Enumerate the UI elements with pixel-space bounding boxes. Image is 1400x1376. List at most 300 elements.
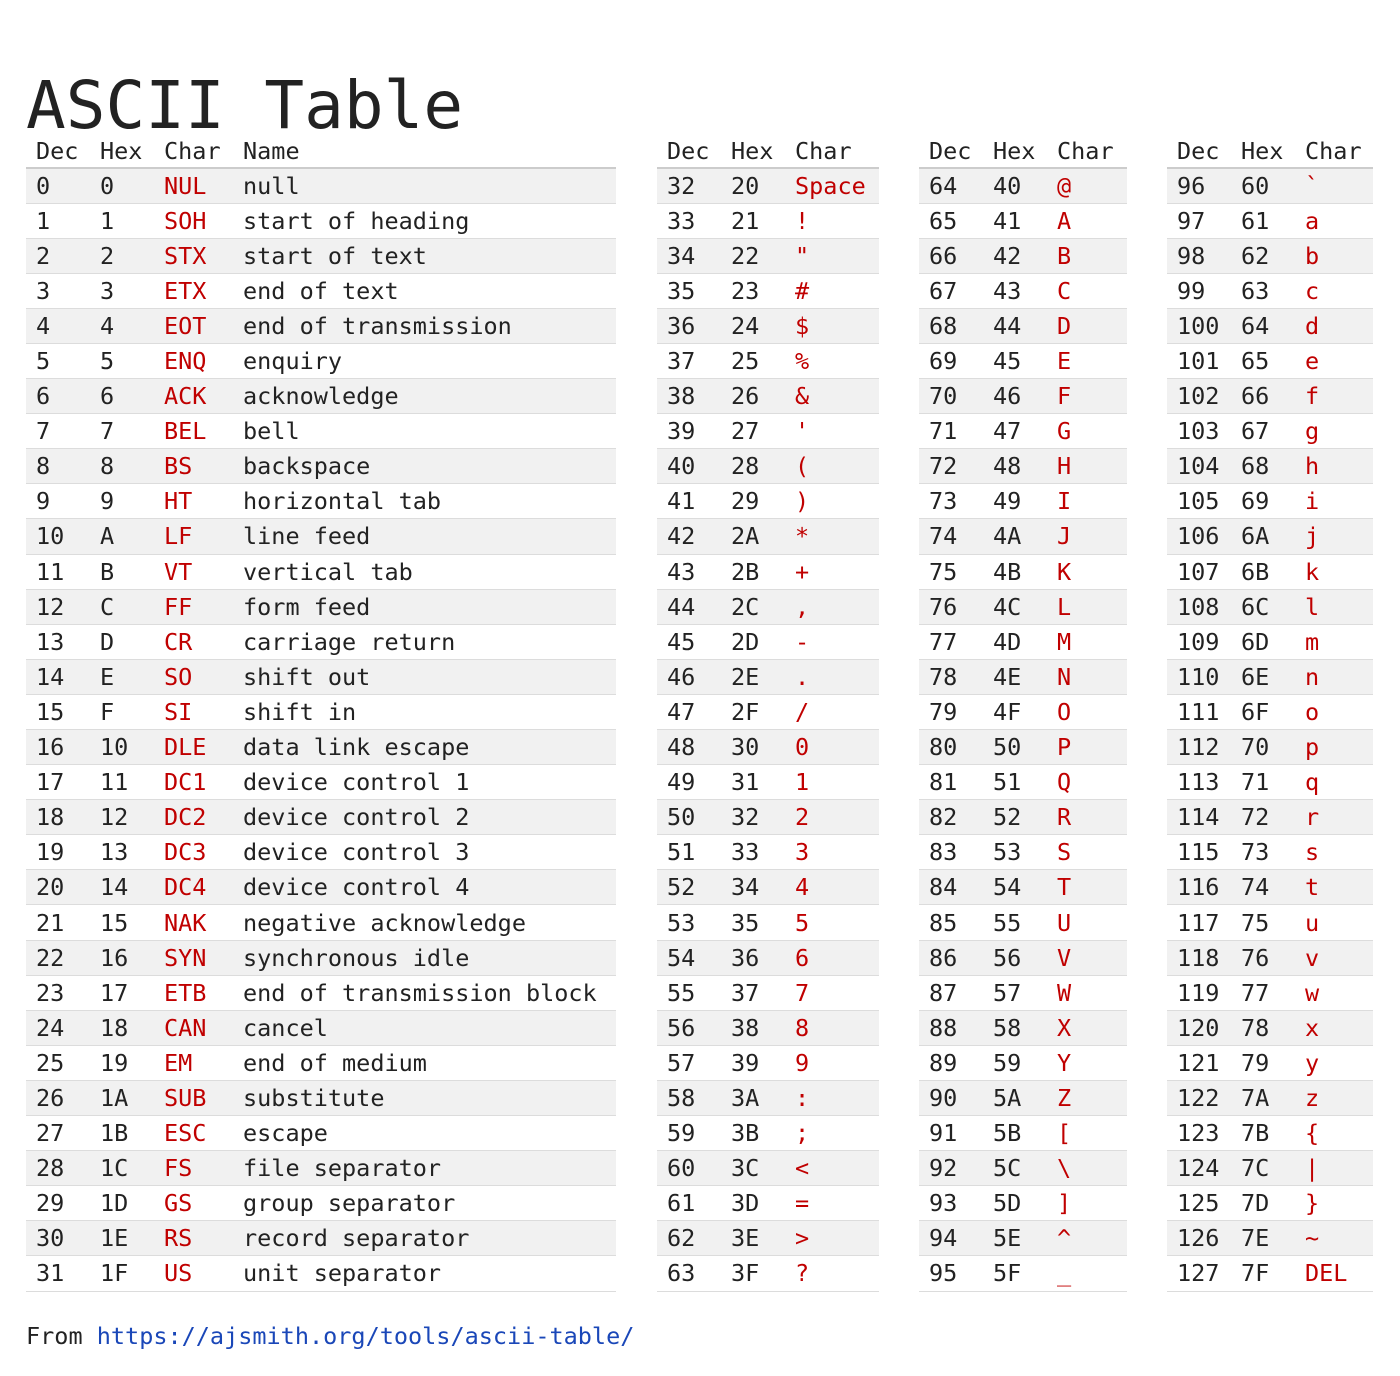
cell-dec: 5 [26, 343, 90, 378]
cell-hex: 1D [90, 1186, 154, 1221]
cell-char: c [1295, 273, 1373, 308]
table-row [919, 905, 1127, 940]
cell-char: T [1047, 870, 1127, 905]
cell-char: 5 [785, 905, 879, 940]
cell-char: ! [785, 203, 879, 238]
cell-char: A [1047, 203, 1127, 238]
cell-char: BS [154, 449, 233, 484]
cell-dec: 20 [26, 870, 90, 905]
cell-hex: 17 [90, 975, 154, 1010]
cell-dec: 125 [1167, 1186, 1231, 1221]
cell-dec: 83 [919, 835, 983, 870]
cell-hex: 7A [1231, 1080, 1295, 1115]
table-row [26, 519, 616, 554]
cell-dec: 84 [919, 870, 983, 905]
cell-name: enquiry [233, 343, 616, 378]
cell-char: H [1047, 449, 1127, 484]
cell-dec: 19 [26, 835, 90, 870]
cell-hex: 4C [983, 589, 1047, 624]
cell-char: n [1295, 659, 1373, 694]
table-row [657, 1186, 879, 1221]
cell-dec: 120 [1167, 1010, 1231, 1045]
cell-char: x [1295, 1010, 1373, 1045]
table-row [26, 168, 616, 203]
cell-dec: 72 [919, 449, 983, 484]
table-row [919, 624, 1127, 659]
cell-hex: 37 [721, 975, 785, 1010]
cell-dec: 16 [26, 730, 90, 765]
cell-hex: 75 [1231, 905, 1295, 940]
cell-dec: 127 [1167, 1256, 1231, 1291]
cell-char: L [1047, 589, 1127, 624]
cell-hex: 22 [721, 238, 785, 273]
table-row [657, 343, 879, 378]
table-row [657, 238, 879, 273]
table-row [1167, 975, 1373, 1010]
cell-char: DC1 [154, 765, 233, 800]
table-row [657, 1221, 879, 1256]
cell-hex: 4D [983, 624, 1047, 659]
cell-char: @ [1047, 168, 1127, 203]
cell-hex: 2F [721, 694, 785, 729]
cell-hex: 26 [721, 379, 785, 414]
cell-dec: 50 [657, 800, 721, 835]
table-row [657, 800, 879, 835]
cell-char: ) [785, 484, 879, 519]
table-row [919, 870, 1127, 905]
cell-hex: 2E [721, 659, 785, 694]
table-row [919, 379, 1127, 414]
cell-char: l [1295, 589, 1373, 624]
cell-char: & [785, 379, 879, 414]
cell-name: device control 2 [233, 800, 616, 835]
cell-hex: 70 [1231, 730, 1295, 765]
cell-name: shift in [233, 694, 616, 729]
table-row [26, 554, 616, 589]
cell-char: FF [154, 589, 233, 624]
cell-char: ETB [154, 975, 233, 1010]
cell-char: q [1295, 765, 1373, 800]
cell-char: 3 [785, 835, 879, 870]
cell-char: : [785, 1080, 879, 1115]
source-link[interactable]: https://ajsmith.org/tools/ascii-table/ [96, 1322, 635, 1350]
table-header-row [26, 135, 616, 168]
cell-hex: 67 [1231, 414, 1295, 449]
cell-dec: 103 [1167, 414, 1231, 449]
cell-hex: 5D [983, 1186, 1047, 1221]
cell-name: end of transmission block [233, 975, 616, 1010]
cell-dec: 12 [26, 589, 90, 624]
table-row [919, 589, 1127, 624]
cell-char: , [785, 589, 879, 624]
cell-char: 2 [785, 800, 879, 835]
cell-hex: 60 [1231, 168, 1295, 203]
table-row [657, 624, 879, 659]
cell-char: GS [154, 1186, 233, 1221]
cell-char: ESC [154, 1116, 233, 1151]
cell-char: 9 [785, 1045, 879, 1080]
table-row [919, 659, 1127, 694]
table-row [1167, 203, 1373, 238]
cell-char: C [1047, 273, 1127, 308]
cell-dec: 68 [919, 308, 983, 343]
cell-char: # [785, 273, 879, 308]
table-row [1167, 1045, 1373, 1080]
cell-char: CR [154, 624, 233, 659]
table-row [26, 1116, 616, 1151]
table-row [657, 308, 879, 343]
table-row [919, 1151, 1127, 1186]
header-dec: Dec [657, 135, 721, 168]
cell-dec: 78 [919, 659, 983, 694]
cell-hex: 1E [90, 1221, 154, 1256]
cell-char: m [1295, 624, 1373, 659]
cell-name: acknowledge [233, 379, 616, 414]
table-row [26, 238, 616, 273]
table-row [26, 870, 616, 905]
cell-dec: 126 [1167, 1221, 1231, 1256]
table-row [1167, 519, 1373, 554]
cell-hex: 1F [90, 1256, 154, 1291]
cell-char: N [1047, 659, 1127, 694]
cell-char: j [1295, 519, 1373, 554]
cell-hex: 28 [721, 449, 785, 484]
cell-hex: 27 [721, 414, 785, 449]
cell-dec: 42 [657, 519, 721, 554]
cell-dec: 109 [1167, 624, 1231, 659]
cell-name: data link escape [233, 730, 616, 765]
cell-char: 7 [785, 975, 879, 1010]
cell-hex: 57 [983, 975, 1047, 1010]
cell-char: Z [1047, 1080, 1127, 1115]
header-char: Char [154, 135, 233, 168]
cell-dec: 119 [1167, 975, 1231, 1010]
cell-dec: 112 [1167, 730, 1231, 765]
cell-char: EOT [154, 308, 233, 343]
header-char: Char [785, 135, 879, 168]
cell-char: U [1047, 905, 1127, 940]
cell-dec: 14 [26, 659, 90, 694]
cell-hex: A [90, 519, 154, 554]
table-row [919, 168, 1127, 203]
cell-dec: 93 [919, 1186, 983, 1221]
cell-dec: 4 [26, 308, 90, 343]
table-row [1167, 1256, 1373, 1291]
cell-hex: 13 [90, 835, 154, 870]
cell-char: Space [785, 168, 879, 203]
table-row [657, 379, 879, 414]
cell-hex: 3E [721, 1221, 785, 1256]
table-row [26, 589, 616, 624]
cell-dec: 7 [26, 414, 90, 449]
cell-hex: 71 [1231, 765, 1295, 800]
cell-char: ` [1295, 168, 1373, 203]
table-row [657, 414, 879, 449]
cell-dec: 28 [26, 1151, 90, 1186]
cell-name: null [233, 168, 616, 203]
cell-char: g [1295, 414, 1373, 449]
cell-dec: 37 [657, 343, 721, 378]
cell-dec: 63 [657, 1256, 721, 1291]
table-row [657, 765, 879, 800]
cell-char: DC2 [154, 800, 233, 835]
cell-dec: 124 [1167, 1151, 1231, 1186]
cell-char: i [1295, 484, 1373, 519]
table-row [1167, 414, 1373, 449]
table-row [919, 1010, 1127, 1045]
cell-dec: 29 [26, 1186, 90, 1221]
cell-dec: 48 [657, 730, 721, 765]
table-row [26, 1010, 616, 1045]
cell-hex: 50 [983, 730, 1047, 765]
ascii-table-64-95 [919, 135, 1127, 1292]
table-row [657, 694, 879, 729]
cell-hex: 8 [90, 449, 154, 484]
table-row [1167, 1221, 1373, 1256]
cell-name: device control 1 [233, 765, 616, 800]
cell-hex: 3C [721, 1151, 785, 1186]
cell-hex: 5A [983, 1080, 1047, 1115]
cell-char: G [1047, 414, 1127, 449]
cell-char: US [154, 1256, 233, 1291]
cell-char: BEL [154, 414, 233, 449]
cell-dec: 26 [26, 1080, 90, 1115]
table-row [657, 905, 879, 940]
cell-dec: 92 [919, 1151, 983, 1186]
cell-dec: 117 [1167, 905, 1231, 940]
header-dec: Dec [1167, 135, 1231, 168]
table-row [1167, 1116, 1373, 1151]
cell-name: escape [233, 1116, 616, 1151]
table-row [1167, 379, 1373, 414]
cell-name: carriage return [233, 624, 616, 659]
cell-dec: 106 [1167, 519, 1231, 554]
cell-hex: 31 [721, 765, 785, 800]
cell-name: cancel [233, 1010, 616, 1045]
table-row [26, 835, 616, 870]
cell-hex: 4F [983, 694, 1047, 729]
cell-dec: 79 [919, 694, 983, 729]
cell-dec: 40 [657, 449, 721, 484]
cell-dec: 89 [919, 1045, 983, 1080]
ascii-table-96-127 [1167, 135, 1373, 1292]
cell-char: e [1295, 343, 1373, 378]
cell-hex: 33 [721, 835, 785, 870]
cell-name: backspace [233, 449, 616, 484]
cell-char: ( [785, 449, 879, 484]
table-row [1167, 765, 1373, 800]
cell-dec: 22 [26, 940, 90, 975]
cell-dec: 36 [657, 308, 721, 343]
cell-char: a [1295, 203, 1373, 238]
cell-hex: 1B [90, 1116, 154, 1151]
cell-dec: 61 [657, 1186, 721, 1221]
table-row [1167, 905, 1373, 940]
table-row [1167, 1080, 1373, 1115]
cell-char: b [1295, 238, 1373, 273]
table-row [26, 343, 616, 378]
cell-char: R [1047, 800, 1127, 835]
cell-char: D [1047, 308, 1127, 343]
table-row [657, 554, 879, 589]
cell-dec: 64 [919, 168, 983, 203]
cell-char: 8 [785, 1010, 879, 1045]
cell-char: 6 [785, 940, 879, 975]
cell-hex: 3B [721, 1116, 785, 1151]
cell-dec: 66 [919, 238, 983, 273]
header-char: Char [1047, 135, 1127, 168]
cell-name: device control 4 [233, 870, 616, 905]
cell-hex: 68 [1231, 449, 1295, 484]
cell-hex: 2A [721, 519, 785, 554]
cell-hex: 3 [90, 273, 154, 308]
cell-hex: 47 [983, 414, 1047, 449]
cell-hex: 41 [983, 203, 1047, 238]
cell-dec: 105 [1167, 484, 1231, 519]
table-row [919, 835, 1127, 870]
table-row [1167, 694, 1373, 729]
cell-hex: 11 [90, 765, 154, 800]
cell-dec: 82 [919, 800, 983, 835]
table-row [1167, 800, 1373, 835]
cell-dec: 53 [657, 905, 721, 940]
cell-dec: 65 [919, 203, 983, 238]
table-row [26, 694, 616, 729]
cell-dec: 11 [26, 554, 90, 589]
cell-name: record separator [233, 1221, 616, 1256]
cell-dec: 1 [26, 203, 90, 238]
cell-hex: 5F [983, 1256, 1047, 1291]
cell-dec: 101 [1167, 343, 1231, 378]
table-row [657, 1010, 879, 1045]
cell-hex: 7B [1231, 1116, 1295, 1151]
table-row [26, 1186, 616, 1221]
cell-hex: 4A [983, 519, 1047, 554]
table-row [26, 624, 616, 659]
cell-dec: 54 [657, 940, 721, 975]
cell-hex: 23 [721, 273, 785, 308]
cell-dec: 77 [919, 624, 983, 659]
header-hex: Hex [983, 135, 1047, 168]
table-row [1167, 484, 1373, 519]
cell-hex: 74 [1231, 870, 1295, 905]
cell-char: SI [154, 694, 233, 729]
ascii-table-0-31 [26, 135, 616, 1292]
table-row [26, 308, 616, 343]
cell-dec: 108 [1167, 589, 1231, 624]
table-row [26, 273, 616, 308]
cell-dec: 67 [919, 273, 983, 308]
cell-hex: 79 [1231, 1045, 1295, 1080]
cell-dec: 69 [919, 343, 983, 378]
cell-dec: 95 [919, 1256, 983, 1291]
cell-char: EM [154, 1045, 233, 1080]
cell-hex: 24 [721, 308, 785, 343]
cell-dec: 57 [657, 1045, 721, 1080]
cell-hex: 4E [983, 659, 1047, 694]
cell-name: start of text [233, 238, 616, 273]
cell-dec: 104 [1167, 449, 1231, 484]
cell-dec: 25 [26, 1045, 90, 1080]
cell-char: } [1295, 1186, 1373, 1221]
cell-char: W [1047, 975, 1127, 1010]
cell-dec: 90 [919, 1080, 983, 1115]
cell-dec: 100 [1167, 308, 1231, 343]
ascii-block-lowercase [1167, 135, 1373, 1292]
table-row [26, 730, 616, 765]
table-row [919, 1045, 1127, 1080]
cell-dec: 118 [1167, 940, 1231, 975]
cell-hex: 19 [90, 1045, 154, 1080]
cell-char: CAN [154, 1010, 233, 1045]
cell-dec: 74 [919, 519, 983, 554]
table-row [26, 659, 616, 694]
cell-dec: 8 [26, 449, 90, 484]
cell-dec: 62 [657, 1221, 721, 1256]
cell-dec: 123 [1167, 1116, 1231, 1151]
cell-hex: 36 [721, 940, 785, 975]
cell-hex: 53 [983, 835, 1047, 870]
cell-hex: 2 [90, 238, 154, 273]
cell-hex: 7E [1231, 1221, 1295, 1256]
table-row [1167, 940, 1373, 975]
cell-dec: 0 [26, 168, 90, 203]
cell-dec: 32 [657, 168, 721, 203]
cell-hex: 18 [90, 1010, 154, 1045]
cell-hex: 69 [1231, 484, 1295, 519]
cell-char: p [1295, 730, 1373, 765]
cell-dec: 2 [26, 238, 90, 273]
cell-dec: 98 [1167, 238, 1231, 273]
cell-hex: 16 [90, 940, 154, 975]
table-row [657, 449, 879, 484]
cell-hex: 1 [90, 203, 154, 238]
cell-hex: 55 [983, 905, 1047, 940]
cell-char: SO [154, 659, 233, 694]
cell-hex: 29 [721, 484, 785, 519]
cell-char: " [785, 238, 879, 273]
table-row [919, 449, 1127, 484]
cell-dec: 6 [26, 379, 90, 414]
table-row [1167, 273, 1373, 308]
header-hex: Hex [1231, 135, 1295, 168]
cell-dec: 13 [26, 624, 90, 659]
table-row [1167, 308, 1373, 343]
cell-char: * [785, 519, 879, 554]
cell-char: J [1047, 519, 1127, 554]
cell-char: B [1047, 238, 1127, 273]
cell-hex: 30 [721, 730, 785, 765]
table-row [1167, 554, 1373, 589]
cell-hex: 20 [721, 168, 785, 203]
cell-hex: 1C [90, 1151, 154, 1186]
cell-char: SUB [154, 1080, 233, 1115]
cell-dec: 9 [26, 484, 90, 519]
cell-name: unit separator [233, 1256, 616, 1291]
table-row [657, 168, 879, 203]
cell-hex: 42 [983, 238, 1047, 273]
cell-char: \ [1047, 1151, 1127, 1186]
cell-hex: 78 [1231, 1010, 1295, 1045]
table-header-row [1167, 135, 1373, 168]
cell-hex: 45 [983, 343, 1047, 378]
cell-char: X [1047, 1010, 1127, 1045]
table-row [657, 1151, 879, 1186]
cell-char: FS [154, 1151, 233, 1186]
cell-hex: D [90, 624, 154, 659]
cell-char: 4 [785, 870, 879, 905]
table-row [657, 203, 879, 238]
